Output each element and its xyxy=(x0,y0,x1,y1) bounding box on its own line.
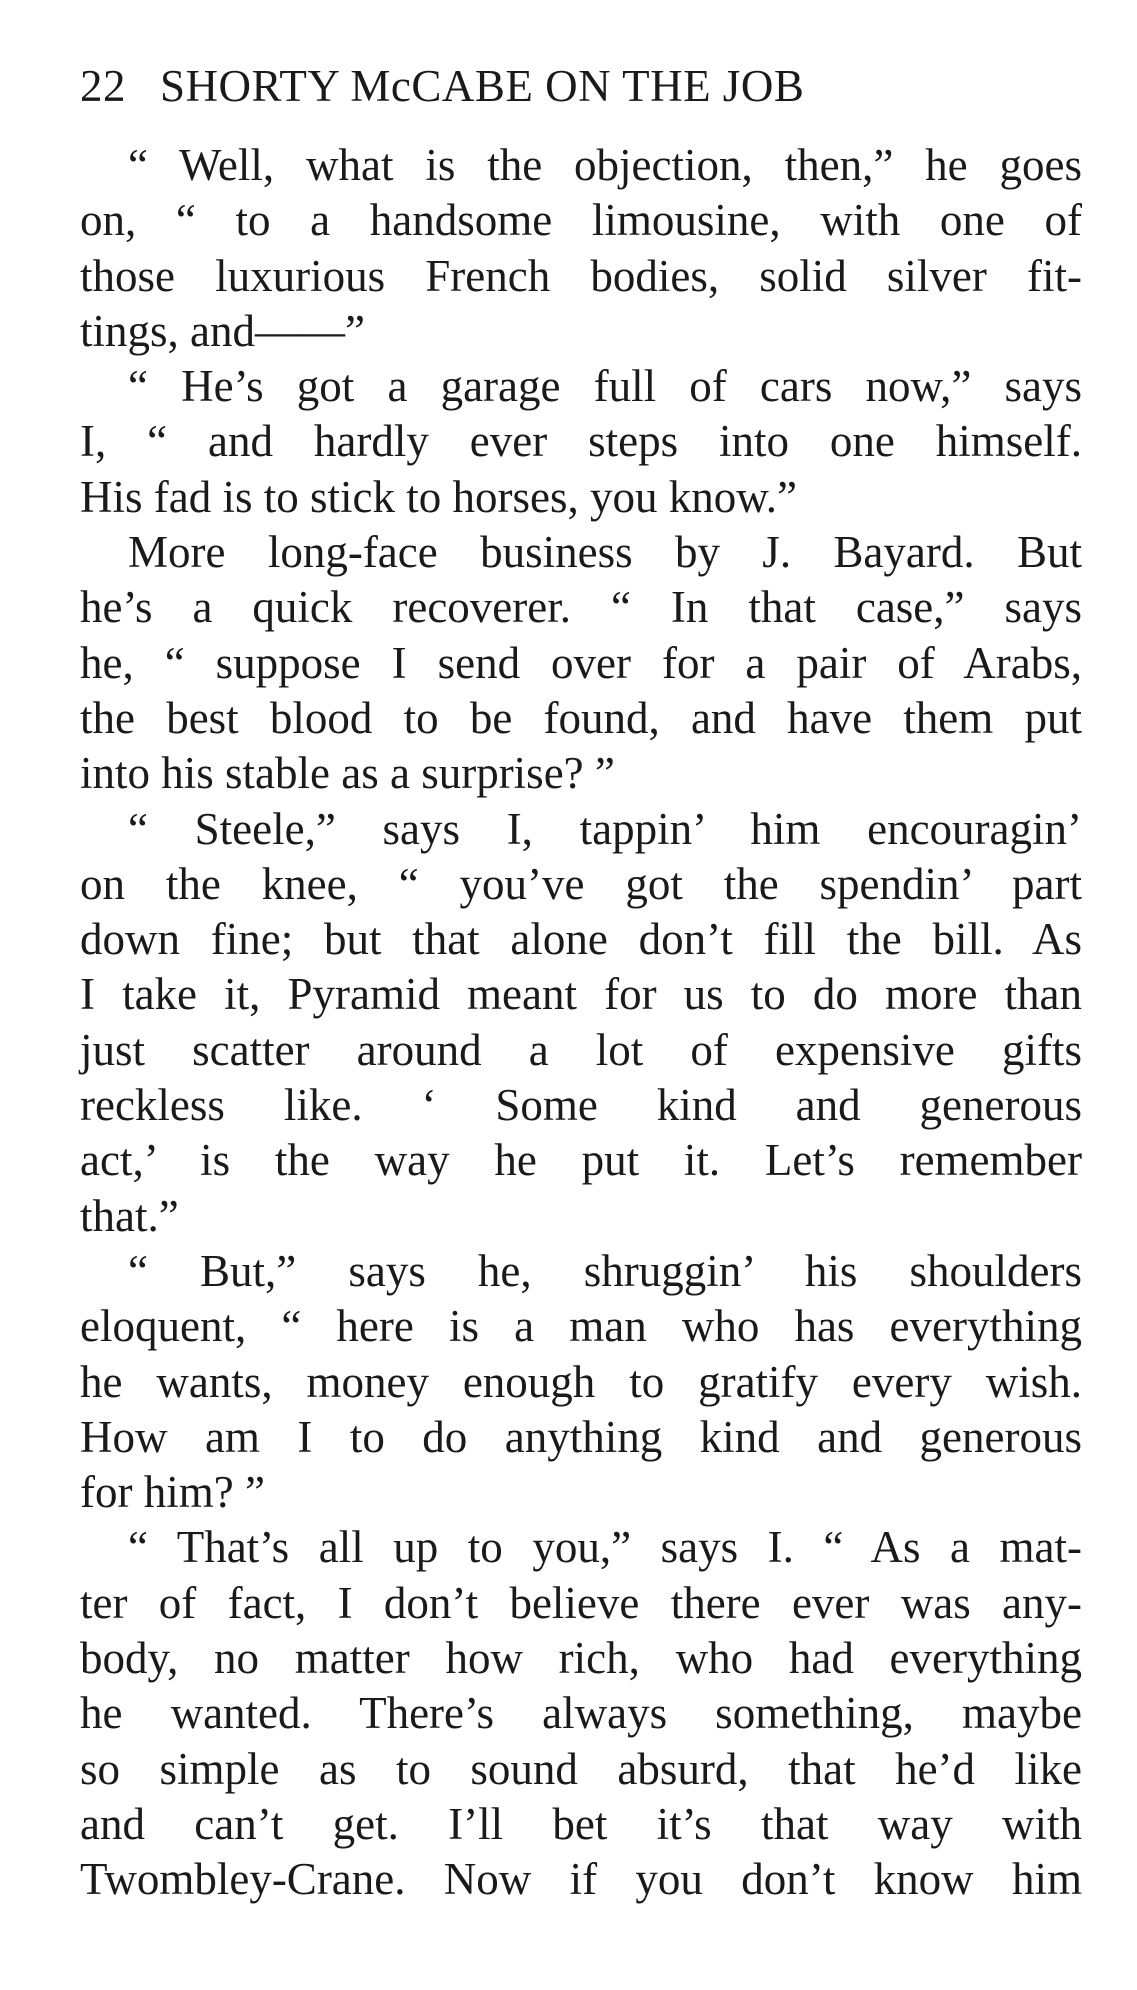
text-line: “ Steele,” says I, tappin’ him encouragin’ xyxy=(128,803,1082,854)
text-line: into his stable as a surprise? ” xyxy=(80,748,615,799)
text-line: “ He’s got a garage full of cars now,” says xyxy=(128,361,1082,412)
text-line: he wants, money enough to gratify every wish. xyxy=(80,1356,1082,1407)
text-line: and can’t get. I’ll bet it’s that way with xyxy=(80,1798,1082,1849)
text-line: “ But,” says he, shruggin’ his shoulders xyxy=(128,1245,1082,1296)
text-line: “ That’s all up to you,” says I. “ As a mat- xyxy=(128,1522,1082,1573)
text-line: the best blood to be found, and have them put xyxy=(80,692,1082,743)
text-line: for him? ” xyxy=(80,1467,265,1518)
paragraph xyxy=(80,1520,1082,1907)
paragraph xyxy=(80,1244,1082,1520)
paragraph xyxy=(80,359,1082,525)
text-line: act,’ is the way he put it. Let’s remember xyxy=(80,1135,1082,1186)
running-head xyxy=(80,56,1080,116)
page-number: 22 xyxy=(80,61,126,111)
text-line: How am I to do anything kind and generous xyxy=(80,1411,1082,1462)
body-text xyxy=(80,138,1082,1908)
text-line: he, “ suppose I send over for a pair of Arabs, xyxy=(80,637,1082,688)
text-line: body, no matter how rich, who had everything xyxy=(80,1633,1082,1684)
text-line: just scatter around a lot of expensive gifts xyxy=(80,1024,1082,1075)
text-line: on the knee, “ you’ve got the spendin’ part xyxy=(80,858,1082,909)
paragraph xyxy=(80,802,1082,1244)
text-line: More long-face business by J. Bayard. But xyxy=(128,527,1082,578)
running-title: SHORTY McCABE ON THE JOB xyxy=(160,61,805,111)
paragraph xyxy=(80,525,1082,801)
text-line: those luxurious French bodies, solid silver fit- xyxy=(80,250,1082,301)
text-line: ter of fact, I don’t believe there ever was any- xyxy=(80,1577,1082,1628)
paragraph xyxy=(80,138,1082,359)
text-line: I take it, Pyramid meant for us to do more than xyxy=(80,969,1082,1020)
text-line: he wanted. There’s always something, maybe xyxy=(80,1688,1082,1739)
text-line: I, “ and hardly ever steps into one himself. xyxy=(80,416,1082,467)
text-line: that.” xyxy=(80,1190,179,1241)
text-line: so simple as to sound absurd, that he’d like xyxy=(80,1743,1082,1794)
text-line: he’s a quick recoverer. “ In that case,” says xyxy=(80,582,1082,633)
text-line: His fad is to stick to horses, you know.” xyxy=(80,471,798,522)
text-line: down fine; but that alone don’t fill the bill. As xyxy=(80,914,1082,965)
text-line: eloquent, “ here is a man who has everything xyxy=(80,1301,1082,1352)
text-line: reckless like. ‘ Some kind and generous xyxy=(80,1080,1082,1131)
text-line: Twombley-Crane. Now if you don’t know him xyxy=(80,1854,1082,1905)
text-line: tings, and——” xyxy=(80,305,365,356)
text-line: “ Well, what is the objection, then,” he goes xyxy=(128,140,1082,190)
text-line: on, “ to a handsome limousine, with one of xyxy=(80,195,1082,246)
